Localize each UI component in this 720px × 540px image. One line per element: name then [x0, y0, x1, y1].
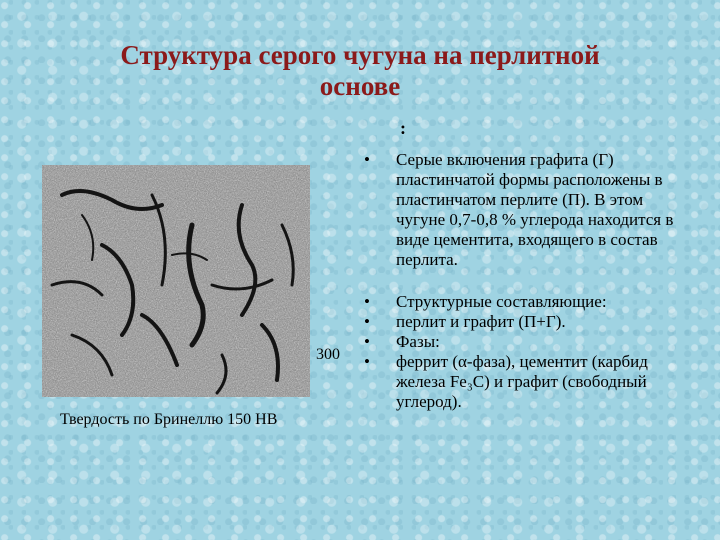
bullet-dot: • — [364, 352, 370, 371]
bullet-text: феррит (α-фаза), цементит (карбид железа Fe₃C) и графит (свободный углерод). — [396, 352, 648, 411]
bullet-text: Структурные составляющие: — [396, 292, 607, 311]
slide-title — [0, 40, 720, 102]
bullet-list — [362, 150, 682, 412]
microstructure-photo — [42, 165, 310, 397]
bullet-item — [362, 312, 682, 332]
colon-mark: : — [400, 118, 406, 138]
bullet-dot: • — [364, 332, 370, 351]
hardness-caption: Твердость по Бринеллю 150 НВ — [60, 411, 278, 428]
bullet-item — [362, 332, 682, 352]
bullet-dot: • — [364, 312, 370, 331]
bullet-item — [362, 352, 682, 412]
bullet-dot: • — [364, 292, 370, 311]
bullet-dot: • — [364, 150, 370, 169]
magnification-label: 300 — [316, 346, 340, 363]
bullet-text: Фазы: — [396, 332, 440, 351]
title-line-2: основе — [319, 71, 401, 101]
title-line-1: Структура серого чугуна на перлитной — [120, 40, 600, 70]
graphite-flakes-image — [42, 165, 310, 397]
bullet-item — [362, 292, 682, 312]
bullet-item — [362, 150, 682, 270]
bullet-text: Серые включения графита (Г) пластинчатой формы расположены в пластинчатом перлите (П). В этом чугуне 0,7-0,8 % углерода находится в виде цементита, входящего в состав перлита. — [396, 150, 674, 269]
bullet-text: перлит и графит (П+Г). — [396, 312, 566, 331]
